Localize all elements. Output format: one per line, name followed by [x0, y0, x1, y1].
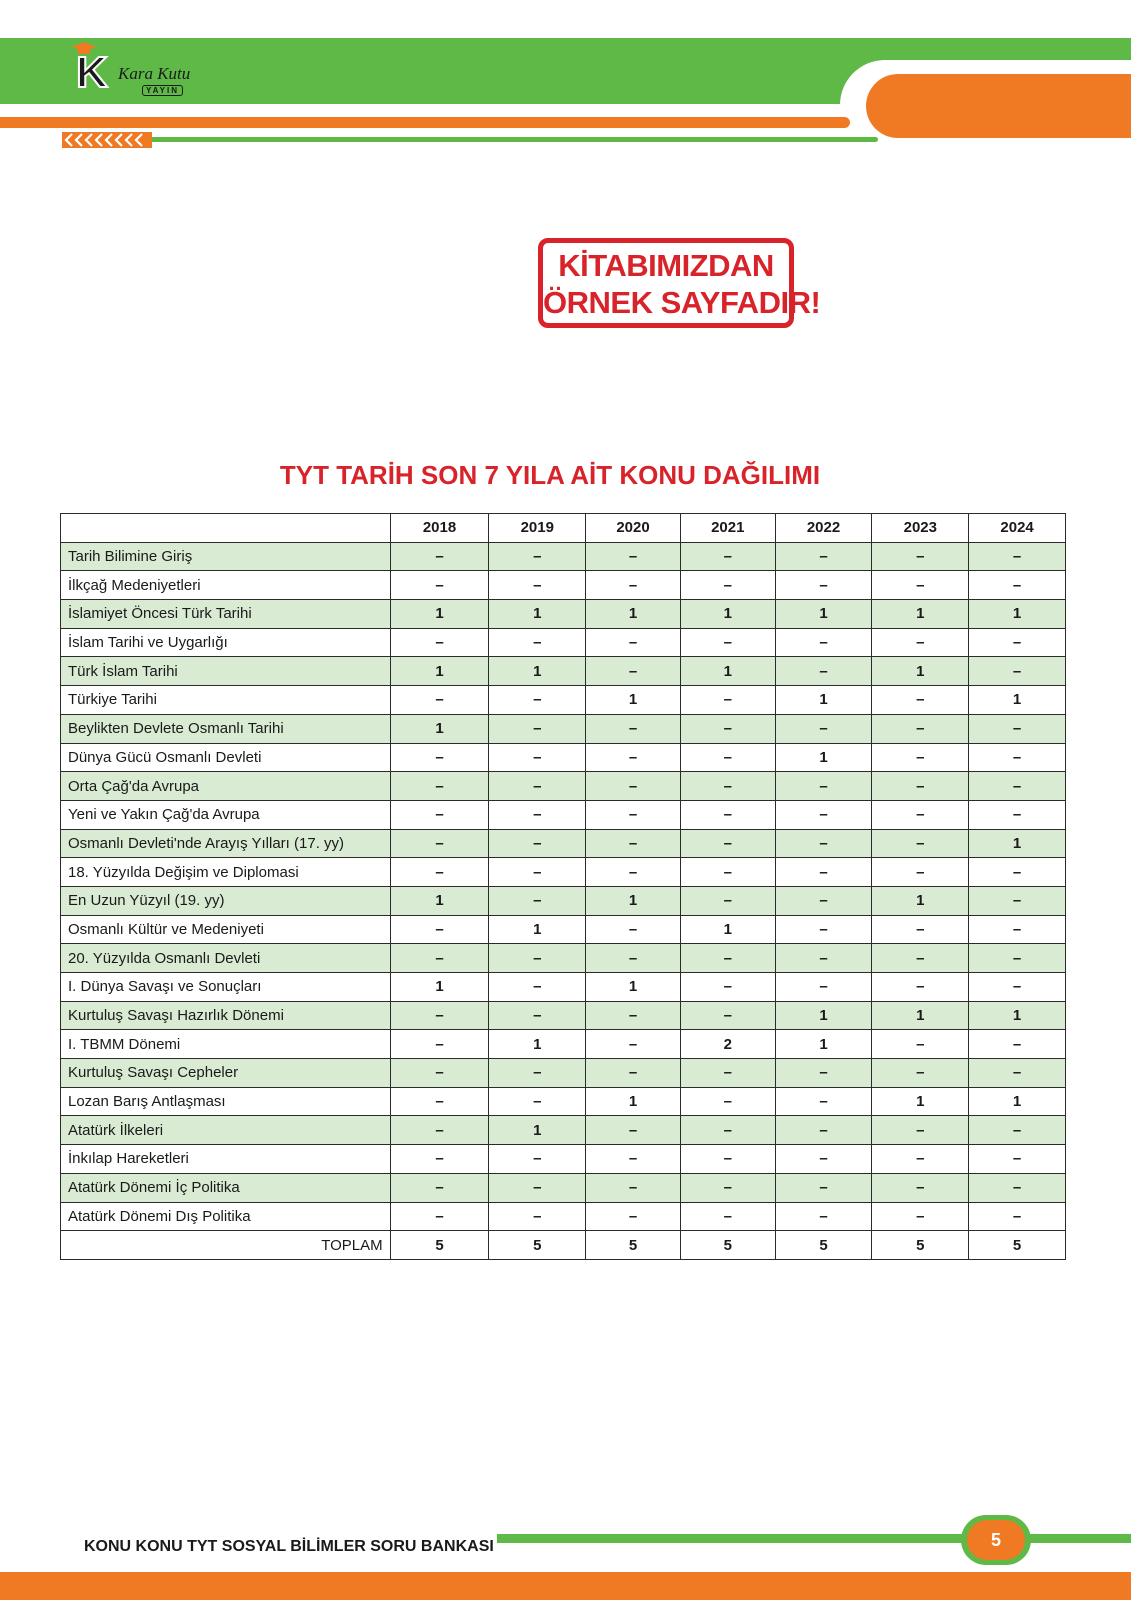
book-title: KONU KONU TYT SOSYAL BİLİMLER SORU BANKASI: [84, 1538, 494, 1555]
table-row: [61, 571, 1066, 600]
question-count: –: [872, 1030, 969, 1059]
table-row: [61, 886, 1066, 915]
topic-name: Yeni ve Yakın Çağ'da Avrupa: [61, 800, 391, 829]
table-row: [61, 542, 1066, 571]
question-count: 1: [390, 657, 489, 686]
question-count: –: [586, 800, 681, 829]
question-count: 1: [489, 1030, 586, 1059]
topic-distribution-table: [60, 513, 1066, 1260]
question-count: –: [680, 571, 775, 600]
table-row: [61, 1030, 1066, 1059]
question-count: –: [969, 800, 1066, 829]
brand-logo: [66, 42, 216, 100]
header-orange-stripe: [0, 117, 850, 128]
question-count: –: [680, 542, 775, 571]
question-count: –: [775, 800, 872, 829]
question-count: –: [390, 1059, 489, 1088]
question-count: –: [969, 571, 1066, 600]
logo-letter: K: [76, 48, 108, 97]
question-count: 1: [872, 657, 969, 686]
question-count: –: [775, 915, 872, 944]
header-green-thin-line: [150, 137, 878, 142]
question-count: –: [586, 1173, 681, 1202]
table-row: [61, 1173, 1066, 1202]
question-count: 1: [586, 973, 681, 1002]
table-row: [61, 714, 1066, 743]
year-header: 2021: [680, 514, 775, 543]
topic-name: Kurtuluş Savaşı Cepheler: [61, 1059, 391, 1088]
question-count: –: [680, 714, 775, 743]
question-count: –: [775, 714, 872, 743]
question-count: –: [489, 1145, 586, 1174]
question-count: –: [969, 657, 1066, 686]
question-count: –: [872, 1202, 969, 1231]
question-count: 1: [586, 886, 681, 915]
question-count: –: [489, 571, 586, 600]
question-count: –: [586, 657, 681, 686]
question-count: –: [775, 628, 872, 657]
question-count: –: [586, 1059, 681, 1088]
question-count: –: [969, 915, 1066, 944]
question-count: –: [969, 944, 1066, 973]
question-count: 1: [680, 600, 775, 629]
question-count: –: [775, 1173, 872, 1202]
total-value: 5: [489, 1231, 586, 1260]
question-count: –: [586, 743, 681, 772]
question-count: –: [586, 1145, 681, 1174]
logo-subtitle: YAYIN: [142, 85, 183, 96]
question-count: –: [586, 714, 681, 743]
question-count: –: [969, 1173, 1066, 1202]
topic-name: 18. Yüzyılda Değişim ve Diplomasi: [61, 858, 391, 887]
question-count: 1: [390, 600, 489, 629]
topic-name: İlkçağ Medeniyetleri: [61, 571, 391, 600]
sample-page-stamp: [538, 238, 821, 328]
question-count: –: [489, 800, 586, 829]
topic-name: Orta Çağ'da Avrupa: [61, 772, 391, 801]
question-count: –: [969, 743, 1066, 772]
topic-name: Osmanlı Devleti'nde Arayış Yılları (17. yy): [61, 829, 391, 858]
question-count: –: [969, 772, 1066, 801]
question-count: 1: [775, 1001, 872, 1030]
question-count: –: [489, 973, 586, 1002]
question-count: –: [775, 944, 872, 973]
question-count: –: [489, 714, 586, 743]
question-count: 1: [969, 686, 1066, 715]
question-count: –: [586, 628, 681, 657]
total-label: TOPLAM: [61, 1231, 391, 1260]
question-count: –: [969, 1116, 1066, 1145]
question-count: 1: [872, 1001, 969, 1030]
table-row: [61, 915, 1066, 944]
question-count: –: [390, 743, 489, 772]
question-count: 1: [969, 829, 1066, 858]
question-count: 1: [489, 915, 586, 944]
question-count: –: [775, 1116, 872, 1145]
question-count: –: [489, 686, 586, 715]
question-count: –: [680, 743, 775, 772]
question-count: 1: [969, 1087, 1066, 1116]
question-count: –: [775, 657, 872, 686]
question-count: –: [586, 1202, 681, 1231]
question-count: –: [489, 542, 586, 571]
chevron-arrows-icon: [62, 132, 152, 148]
table-row: [61, 1059, 1066, 1088]
question-count: –: [680, 1116, 775, 1145]
question-count: –: [680, 686, 775, 715]
question-count: –: [586, 571, 681, 600]
question-count: –: [969, 973, 1066, 1002]
question-count: –: [390, 1145, 489, 1174]
question-count: –: [775, 1087, 872, 1116]
question-count: –: [775, 886, 872, 915]
question-count: 1: [680, 915, 775, 944]
question-count: –: [390, 915, 489, 944]
topic-name: Kurtuluş Savaşı Hazırlık Dönemi: [61, 1001, 391, 1030]
question-count: –: [872, 1173, 969, 1202]
table-row: [61, 1087, 1066, 1116]
question-count: –: [775, 829, 872, 858]
question-count: –: [872, 973, 969, 1002]
total-value: 5: [390, 1231, 489, 1260]
question-count: –: [872, 944, 969, 973]
question-count: –: [680, 1173, 775, 1202]
topic-name: Atatürk İlkeleri: [61, 1116, 391, 1145]
question-count: –: [969, 542, 1066, 571]
year-header: 2022: [775, 514, 872, 543]
table-row: [61, 829, 1066, 858]
topic-name: En Uzun Yüzyıl (19. yy): [61, 886, 391, 915]
question-count: –: [586, 1001, 681, 1030]
header-empty-cell: [61, 514, 391, 543]
question-count: –: [680, 1202, 775, 1231]
table-row: [61, 944, 1066, 973]
question-count: –: [489, 858, 586, 887]
question-count: 1: [872, 600, 969, 629]
question-count: –: [390, 772, 489, 801]
question-count: –: [390, 944, 489, 973]
year-header: 2018: [390, 514, 489, 543]
question-count: –: [969, 628, 1066, 657]
question-count: –: [586, 858, 681, 887]
topic-name: Atatürk Dönemi Dış Politika: [61, 1202, 391, 1231]
question-count: –: [872, 915, 969, 944]
question-count: 1: [390, 973, 489, 1002]
question-count: –: [680, 1087, 775, 1116]
question-count: 1: [390, 714, 489, 743]
question-count: –: [586, 1116, 681, 1145]
question-count: –: [775, 1059, 872, 1088]
total-value: 5: [872, 1231, 969, 1260]
question-count: –: [680, 772, 775, 801]
question-count: –: [390, 1030, 489, 1059]
question-count: –: [390, 829, 489, 858]
question-count: 1: [775, 600, 872, 629]
question-count: –: [489, 1059, 586, 1088]
table-row: [61, 800, 1066, 829]
question-count: –: [489, 829, 586, 858]
question-count: 1: [489, 657, 586, 686]
question-count: –: [775, 973, 872, 1002]
question-count: –: [489, 743, 586, 772]
question-count: –: [489, 1173, 586, 1202]
question-count: –: [680, 858, 775, 887]
question-count: –: [586, 1030, 681, 1059]
topic-name: İslam Tarihi ve Uygarlığı: [61, 628, 391, 657]
question-count: –: [586, 772, 681, 801]
topic-name: Lozan Barış Antlaşması: [61, 1087, 391, 1116]
question-count: –: [680, 973, 775, 1002]
question-count: 1: [489, 1116, 586, 1145]
year-header: 2023: [872, 514, 969, 543]
question-count: –: [775, 772, 872, 801]
question-count: –: [489, 886, 586, 915]
total-value: 5: [775, 1231, 872, 1260]
table-row: [61, 858, 1066, 887]
table-header-row: [61, 514, 1066, 543]
question-count: –: [872, 686, 969, 715]
total-row: [61, 1231, 1066, 1260]
topic-name: I. Dünya Savaşı ve Sonuçları: [61, 973, 391, 1002]
table-row: [61, 600, 1066, 629]
total-value: 5: [680, 1231, 775, 1260]
question-count: –: [586, 542, 681, 571]
stamp-line-1: KİTABIMIZDAN: [558, 248, 774, 283]
question-count: –: [489, 628, 586, 657]
topic-name: Dünya Gücü Osmanlı Devleti: [61, 743, 391, 772]
question-count: 1: [872, 1087, 969, 1116]
question-count: –: [775, 1145, 872, 1174]
question-count: 1: [586, 1087, 681, 1116]
question-count: –: [489, 1087, 586, 1116]
question-count: –: [872, 542, 969, 571]
question-count: –: [872, 1059, 969, 1088]
question-count: –: [872, 858, 969, 887]
question-count: 1: [390, 886, 489, 915]
question-count: –: [872, 743, 969, 772]
topic-name: Atatürk Dönemi İç Politika: [61, 1173, 391, 1202]
topic-name: İslamiyet Öncesi Türk Tarihi: [61, 600, 391, 629]
question-count: –: [872, 628, 969, 657]
topic-name: Beylikten Devlete Osmanlı Tarihi: [61, 714, 391, 743]
year-header: 2024: [969, 514, 1066, 543]
question-count: –: [775, 1202, 872, 1231]
question-count: –: [872, 829, 969, 858]
footer-orange-band: [0, 1572, 1131, 1600]
topic-name: Osmanlı Kültür ve Medeniyeti: [61, 915, 391, 944]
question-count: –: [680, 944, 775, 973]
table-row: [61, 1001, 1066, 1030]
question-count: –: [390, 628, 489, 657]
question-count: –: [390, 858, 489, 887]
question-count: 1: [775, 686, 872, 715]
question-count: –: [390, 1173, 489, 1202]
topic-name: I. TBMM Dönemi: [61, 1030, 391, 1059]
table-row: [61, 1202, 1066, 1231]
question-count: –: [680, 1145, 775, 1174]
question-count: –: [872, 1145, 969, 1174]
stamp-line-2: ÖRNEK SAYFADIR!: [543, 285, 821, 320]
question-count: 1: [969, 600, 1066, 629]
question-count: –: [680, 800, 775, 829]
question-count: –: [390, 1087, 489, 1116]
table-row: [61, 772, 1066, 801]
question-count: 1: [586, 600, 681, 629]
question-count: 1: [775, 1030, 872, 1059]
question-count: –: [872, 772, 969, 801]
question-count: –: [969, 886, 1066, 915]
table-row: [61, 628, 1066, 657]
footer-green-line: [497, 1534, 1131, 1543]
question-count: –: [680, 628, 775, 657]
topic-name: 20. Yüzyılda Osmanlı Devleti: [61, 944, 391, 973]
table-row: [61, 1145, 1066, 1174]
total-value: 5: [969, 1231, 1066, 1260]
question-count: –: [489, 772, 586, 801]
question-count: 2: [680, 1030, 775, 1059]
table-row: [61, 743, 1066, 772]
question-count: 1: [775, 743, 872, 772]
year-header: 2019: [489, 514, 586, 543]
question-count: –: [390, 800, 489, 829]
year-header: 2020: [586, 514, 681, 543]
question-count: –: [680, 1001, 775, 1030]
question-count: 1: [680, 657, 775, 686]
question-count: 1: [586, 686, 681, 715]
topic-name: Türkiye Tarihi: [61, 686, 391, 715]
page-number: 5: [967, 1520, 1025, 1560]
question-count: –: [775, 542, 872, 571]
question-count: –: [872, 800, 969, 829]
question-count: –: [969, 1145, 1066, 1174]
question-count: –: [680, 886, 775, 915]
question-count: –: [390, 1202, 489, 1231]
table-row: [61, 686, 1066, 715]
question-count: –: [390, 686, 489, 715]
question-count: –: [489, 1202, 586, 1231]
question-count: –: [775, 858, 872, 887]
question-count: –: [680, 1059, 775, 1088]
topic-name: Türk İslam Tarihi: [61, 657, 391, 686]
question-count: –: [390, 542, 489, 571]
table-row: [61, 1116, 1066, 1145]
total-value: 5: [586, 1231, 681, 1260]
question-count: –: [390, 571, 489, 600]
question-count: –: [586, 944, 681, 973]
question-count: 1: [489, 600, 586, 629]
question-count: –: [489, 944, 586, 973]
question-count: –: [969, 1030, 1066, 1059]
question-count: –: [390, 1116, 489, 1145]
question-count: –: [969, 858, 1066, 887]
question-count: –: [680, 829, 775, 858]
question-count: –: [586, 829, 681, 858]
table-row: [61, 657, 1066, 686]
question-count: –: [872, 1116, 969, 1145]
question-count: 1: [969, 1001, 1066, 1030]
question-count: –: [390, 1001, 489, 1030]
question-count: –: [872, 714, 969, 743]
table-row: [61, 973, 1066, 1002]
header-orange-pill: [866, 74, 1131, 138]
topic-name: İnkılap Hareketleri: [61, 1145, 391, 1174]
question-count: –: [969, 1059, 1066, 1088]
question-count: –: [872, 571, 969, 600]
question-count: –: [489, 1001, 586, 1030]
topic-name: Tarih Bilimine Giriş: [61, 542, 391, 571]
question-count: –: [969, 714, 1066, 743]
logo-name: Kara Kutu: [118, 64, 191, 83]
question-count: –: [969, 1202, 1066, 1231]
question-count: –: [586, 915, 681, 944]
page-title: TYT TARİH SON 7 YILA AİT KONU DAĞILIMI: [279, 460, 821, 490]
question-count: 1: [872, 886, 969, 915]
question-count: –: [775, 571, 872, 600]
